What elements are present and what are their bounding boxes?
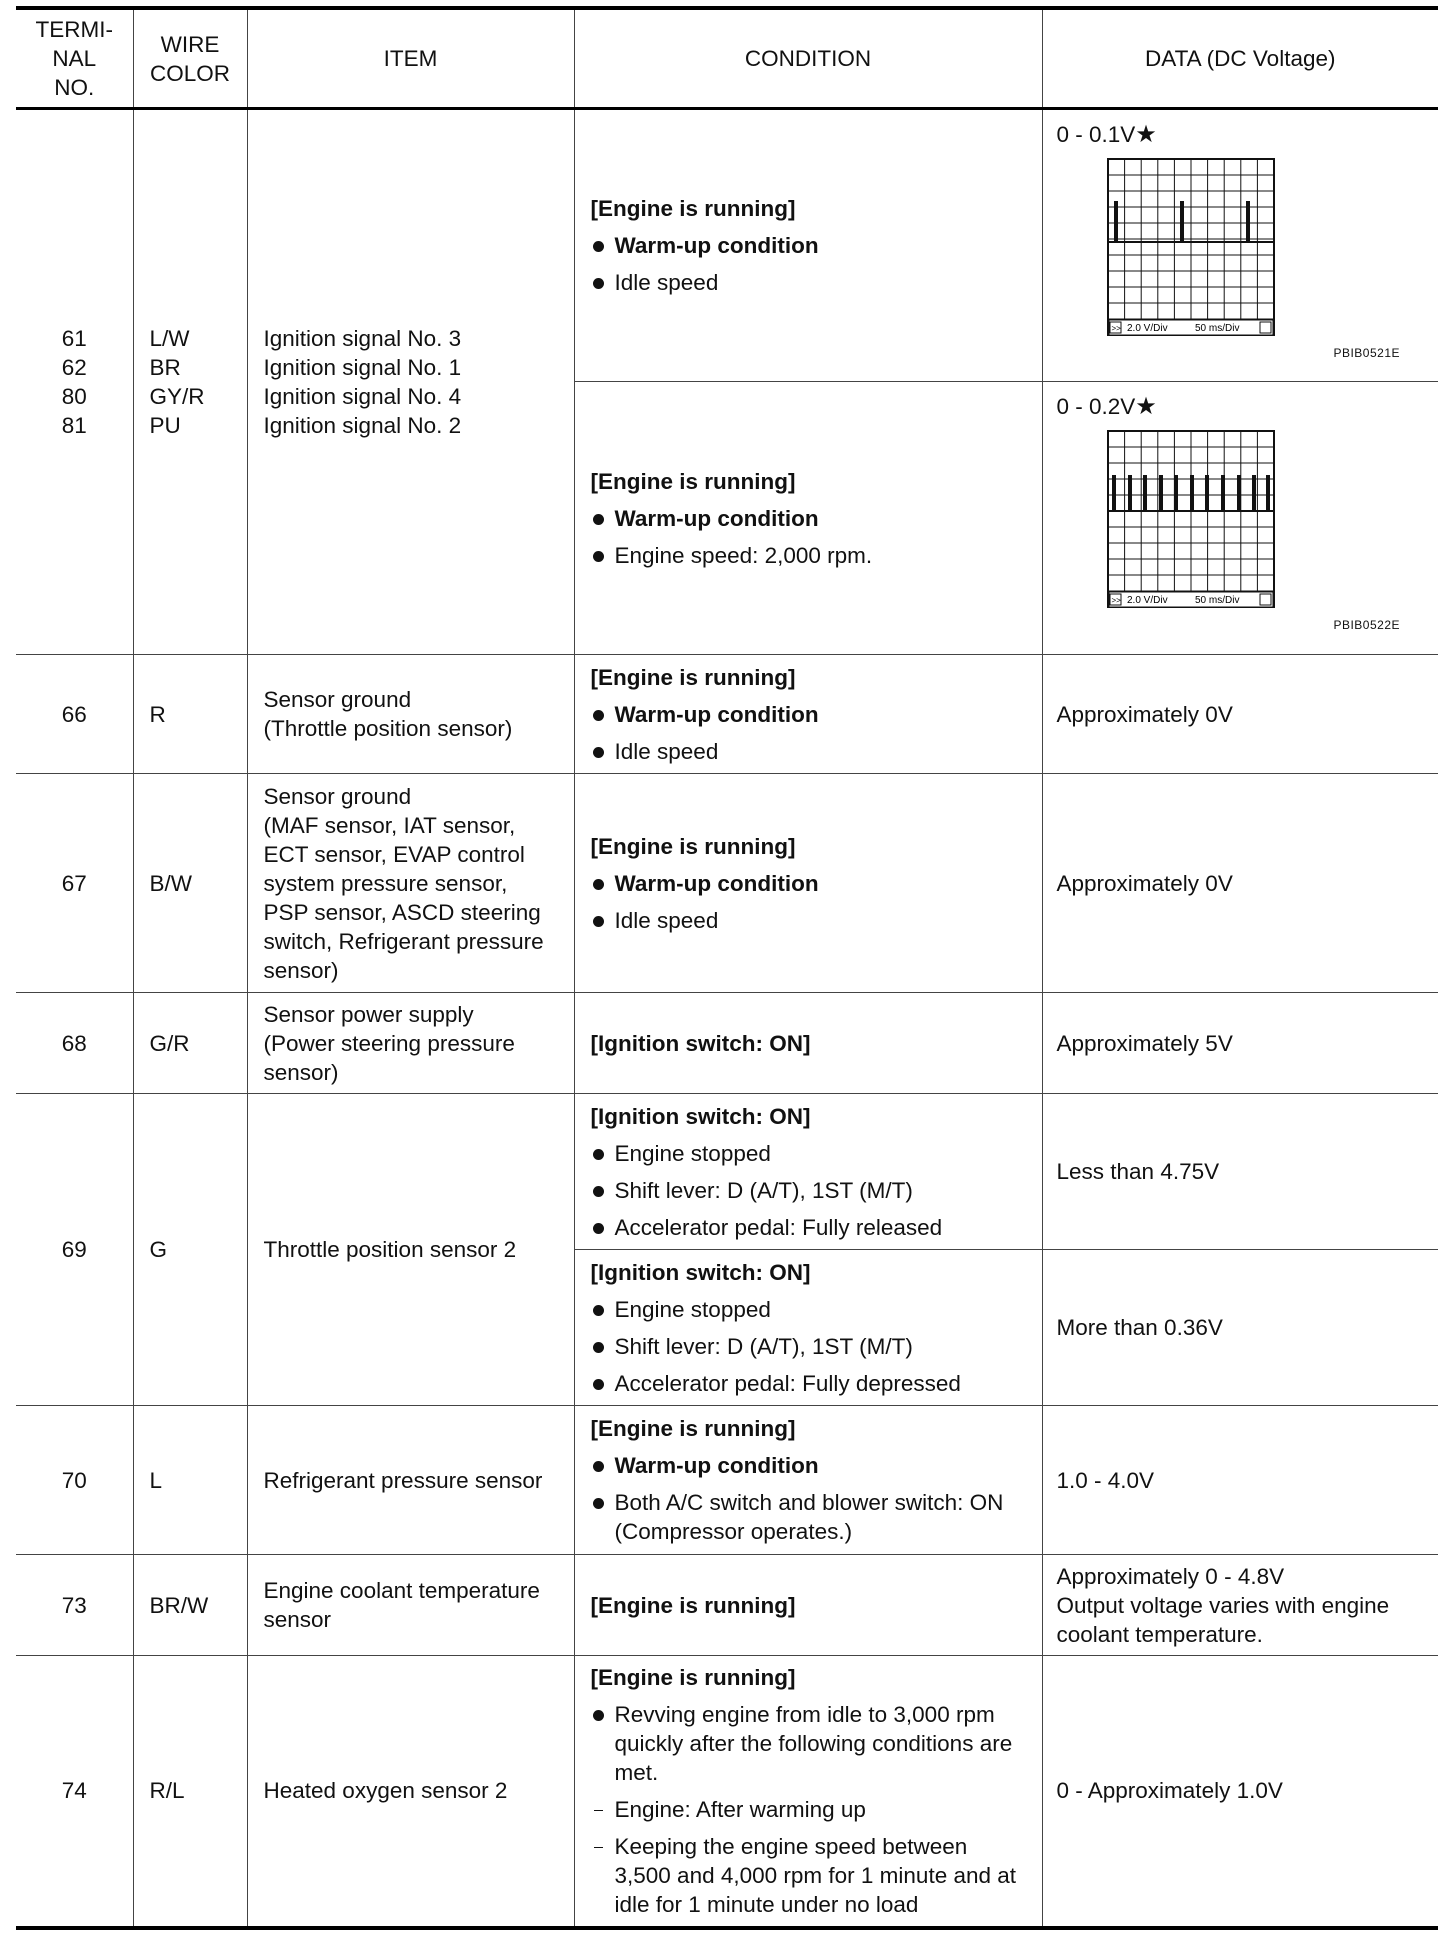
header-terminal-line: NO. — [54, 75, 95, 100]
condition-line: 3,500 and 4,000 rpm for 1 minute and at — [614, 1862, 1017, 1888]
wire-color: BR — [149, 355, 181, 380]
data-cell — [1042, 109, 1438, 382]
item-cell — [247, 774, 574, 993]
scale-time-div: 50 ms/Div — [1194, 595, 1239, 606]
header-terminal-line: NAL — [52, 46, 97, 71]
waveform-figure — [1043, 110, 1439, 380]
wire-color: G — [133, 1094, 247, 1406]
data-cell — [1042, 1555, 1438, 1656]
waveform-value — [1057, 120, 1157, 149]
condition-cell — [574, 382, 1042, 655]
condition-bullet: Accelerator pedal: Fully depressed — [591, 1369, 1034, 1398]
waveform-figure — [1043, 382, 1439, 652]
header-data: DATA (DC Voltage) — [1042, 8, 1438, 109]
condition-heading: [Engine is running] — [590, 1416, 796, 1441]
data-note: coolant temperature. — [1056, 1621, 1263, 1647]
item-text: Sensor power supply — [263, 1001, 474, 1027]
scale-mark: >> — [1111, 596, 1121, 605]
terminal-no: 73 — [16, 1555, 133, 1656]
terminal-no: 81 — [61, 413, 87, 438]
condition-bullet: Shift lever: D (A/T), 1ST (M/T) — [591, 1176, 1034, 1205]
table-row — [16, 1656, 1438, 1928]
item-text: PSP sensor, ASCD steering — [263, 899, 541, 925]
item-text: (MAF sensor, IAT sensor, — [263, 812, 516, 838]
item-cell — [247, 1555, 574, 1656]
item-text: switch, Refrigerant pressure — [263, 928, 544, 954]
header-wire-line: COLOR — [149, 60, 230, 86]
terminal-no: 68 — [16, 993, 133, 1094]
condition-cell — [574, 1094, 1042, 1250]
scale-volt-div: 2.0 V/Div — [1126, 323, 1168, 334]
item-text: sensor) — [263, 1059, 339, 1085]
waveform-value — [1057, 392, 1157, 421]
terminal-no: 67 — [16, 774, 133, 993]
scale-mark: >> — [1111, 324, 1121, 333]
condition-bullet: Engine stopped — [591, 1295, 1034, 1324]
item-text: Sensor ground — [263, 687, 412, 712]
wire-color: B/W — [133, 774, 247, 993]
scale-time-div: 50 ms/Div — [1194, 323, 1239, 334]
table-row — [16, 1406, 1438, 1555]
wire-color: L — [133, 1406, 247, 1555]
condition-cell — [574, 1656, 1042, 1928]
condition-heading: [Ignition switch: ON] — [590, 1103, 811, 1129]
condition-bullet: Idle speed — [591, 906, 1034, 935]
condition-cell — [574, 109, 1042, 382]
terminal-no: 70 — [16, 1406, 133, 1555]
item-text: Ignition signal No. 1 — [263, 355, 462, 380]
figure-id: PBIB0522E — [1333, 618, 1400, 632]
wire-color: BR/W — [133, 1555, 247, 1656]
data-value: More than 0.36V — [1042, 1250, 1438, 1406]
data-value: Approximately 0V — [1042, 774, 1438, 993]
condition-line: idle for 1 minute under no load — [614, 1891, 919, 1917]
condition-cell — [574, 1555, 1042, 1656]
header-terminal-no — [16, 8, 133, 109]
condition-bullet — [591, 1700, 1034, 1787]
condition-line: Revving engine from idle to 3,000 rpm — [614, 1701, 995, 1727]
condition-heading: [Engine is running] — [590, 468, 796, 494]
condition-heading: [Engine is running] — [590, 833, 796, 859]
data-value: Less than 4.75V — [1042, 1094, 1438, 1250]
item-text: Throttle position sensor 2 — [247, 1094, 574, 1406]
condition-cell — [574, 774, 1042, 993]
terminal-no: 74 — [16, 1656, 133, 1928]
condition-bullet: Warm-up condition — [591, 1451, 1034, 1480]
header-wire-line: WIRE — [160, 31, 220, 57]
header-condition: CONDITION — [574, 8, 1042, 109]
terminal-no: 61 — [61, 326, 87, 351]
condition-heading: [Engine is running] — [590, 664, 796, 690]
condition-bullet: Warm-up condition — [591, 231, 1034, 260]
header-terminal-line: TERMI- — [35, 17, 113, 42]
item-text: Heated oxygen sensor 2 — [247, 1656, 574, 1928]
item-text: ECT sensor, EVAP control — [263, 841, 525, 867]
condition-cell — [574, 1250, 1042, 1406]
wire-color: G/R — [133, 993, 247, 1094]
item-text: sensor — [263, 1607, 332, 1632]
condition-heading: [Engine is running] — [590, 196, 796, 221]
wire-color: R — [133, 655, 247, 774]
condition-subitem: Engine: After warming up — [591, 1795, 1034, 1824]
item-text: Ignition signal No. 3 — [263, 326, 462, 351]
wire-color: L/W — [149, 326, 190, 351]
oscilloscope-graph — [1107, 430, 1275, 608]
figure-id: PBIB0521E — [1333, 346, 1400, 360]
data-value: 1.0 - 4.0V — [1042, 1406, 1438, 1555]
table-row — [16, 1094, 1438, 1250]
terminal-cell — [16, 109, 133, 655]
item-text: (Throttle position sensor) — [263, 716, 513, 741]
data-value: Approximately 5V — [1042, 993, 1438, 1094]
wire-color: GY/R — [149, 384, 205, 409]
condition-line: Both A/C switch and blower switch: ON — [614, 1490, 1004, 1515]
item-text: Engine coolant temperature — [263, 1578, 540, 1603]
data-value: Approximately 0 - 4.8V — [1056, 1563, 1285, 1589]
scale-volt-div: 2.0 V/Div — [1126, 595, 1168, 606]
condition-bullet: Engine stopped — [591, 1139, 1034, 1168]
condition-line: quickly after the following conditions are — [614, 1730, 1013, 1756]
condition-bullet: Accelerator pedal: Fully released — [591, 1213, 1034, 1242]
ecm-terminal-table-page — [16, 6, 1438, 1936]
header-wire-color — [133, 8, 247, 109]
star-icon: ★ — [1135, 121, 1157, 148]
terminal-no: 69 — [16, 1094, 133, 1406]
item-cell — [247, 109, 574, 655]
wire-color: PU — [149, 413, 181, 438]
condition-bullet: Idle speed — [591, 268, 1034, 297]
star-icon: ★ — [1135, 393, 1157, 420]
table-row — [16, 109, 1438, 382]
item-cell — [247, 993, 574, 1094]
table-row — [16, 774, 1438, 993]
table-row — [16, 993, 1438, 1094]
data-value: 0 - Approximately 1.0V — [1042, 1656, 1438, 1928]
condition-heading: [Ignition switch: ON] — [590, 1259, 811, 1285]
item-text: system pressure sensor, — [263, 870, 508, 896]
condition-bullet — [591, 1488, 1034, 1546]
condition-bullet: Engine speed: 2,000 rpm. — [591, 541, 1034, 570]
header-item: ITEM — [247, 8, 574, 109]
condition-cell — [574, 1406, 1042, 1555]
data-cell — [1042, 382, 1438, 655]
condition-line: met. — [614, 1759, 659, 1785]
oscilloscope-graph — [1107, 158, 1275, 336]
table-row — [16, 655, 1438, 774]
condition-cell — [574, 993, 1042, 1094]
item-text: Ignition signal No. 4 — [263, 384, 462, 409]
condition-bullet: Idle speed — [591, 737, 1034, 766]
item-cell — [247, 655, 574, 774]
terminal-no: 80 — [61, 384, 87, 409]
table-row — [16, 1555, 1438, 1656]
item-text: (Power steering pressure — [263, 1030, 515, 1056]
wire-cell — [133, 109, 247, 655]
header-row — [16, 8, 1438, 109]
item-text: Refrigerant pressure sensor — [247, 1406, 574, 1555]
ecm-terminal-table — [16, 6, 1438, 1930]
data-value: Approximately 0V — [1042, 655, 1438, 774]
item-text: Ignition signal No. 2 — [263, 413, 462, 438]
condition-line: Keeping the engine speed between — [614, 1833, 968, 1859]
terminal-no: 62 — [61, 355, 87, 380]
condition-cell — [574, 655, 1042, 774]
item-text: Sensor ground — [263, 783, 412, 809]
data-note: Output voltage varies with engine — [1056, 1592, 1390, 1618]
condition-heading: [Engine is running] — [590, 1592, 796, 1618]
condition-bullet: Warm-up condition — [591, 700, 1034, 729]
condition-bullet: Shift lever: D (A/T), 1ST (M/T) — [591, 1332, 1034, 1361]
condition-bullet: Warm-up condition — [591, 504, 1034, 533]
condition-heading: [Ignition switch: ON] — [590, 1030, 811, 1056]
waveform-value-text: 0 - 0.1V — [1056, 122, 1136, 147]
condition-line: (Compressor operates.) — [614, 1519, 853, 1544]
terminal-no: 66 — [16, 655, 133, 774]
condition-heading: [Engine is running] — [590, 1664, 796, 1690]
condition-bullet: Warm-up condition — [591, 869, 1034, 898]
wire-color: R/L — [133, 1656, 247, 1928]
item-text: sensor) — [263, 957, 339, 983]
condition-subitem — [591, 1832, 1034, 1919]
waveform-value-text: 0 - 0.2V — [1056, 394, 1136, 419]
